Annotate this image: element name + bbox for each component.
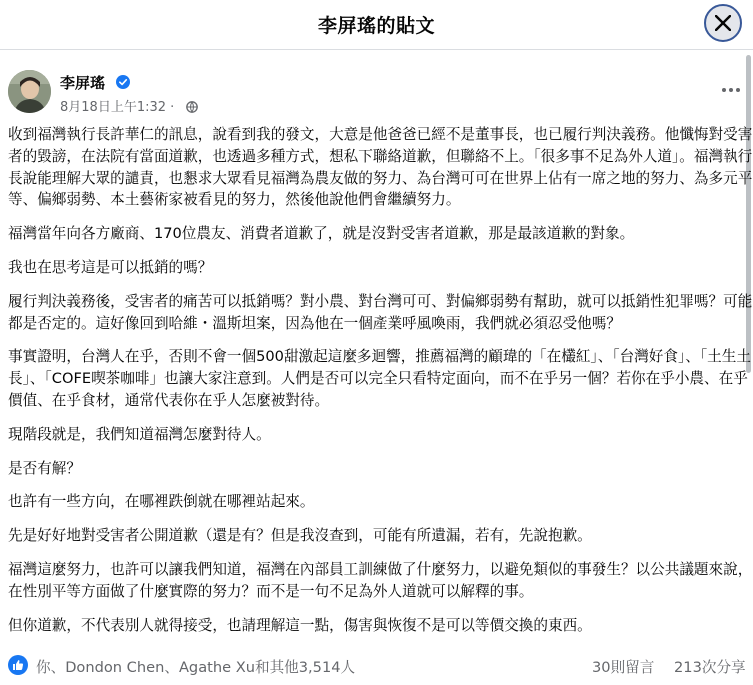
post-paragraph: 收到福灣執行長許華仁的訊息，說看到我的發文，大意是他爸爸已經不是董事長，也已履行判決義務。他懺悔對受害者的毀謗，在法院有當面道歉，也透過多種方式，想私下聯絡道歉，但聯絡不上。「很多事不足為外人道」。福灣執行長說能理解大眾的譴責，也懇求大眾看見福灣為農友做的努力、為台灣可可在世界上佔有一席之地的努力、為多元平等、偏鄉弱勢、本土藝術家被看見的努力，然後他說他們會繼續努力。 [8, 126, 753, 209]
shares-count[interactable]: 213次分享 [674, 659, 746, 676]
like-icon [8, 655, 28, 675]
more-options-icon [718, 85, 744, 104]
post-paragraph: 福灣當年向各方廠商、170位農友、消費者道歉了，就是沒對受害者道歉，那是最該道歉的對象。 [8, 225, 635, 243]
post-paragraph: 是否有解？ [8, 459, 81, 477]
close-button[interactable] [704, 4, 742, 42]
avatar[interactable] [8, 70, 51, 113]
globe-icon [186, 98, 198, 117]
post-meta [60, 96, 174, 115]
more-options-button[interactable] [718, 80, 744, 100]
verified-badge-icon [116, 74, 130, 93]
post-paragraph: 我也在思考這是可以抵銷的嗎？ [8, 258, 213, 276]
post-paragraph: 現階段就是，我們知道福灣怎麼對待人。 [8, 425, 271, 443]
meta-separator: · [170, 100, 175, 115]
post-paragraph: 先是好好地對受害者公開道歉（還是有？但是我沒查到，可能有所遺漏，若有，先說抱歉。 [8, 527, 592, 545]
post-paragraph: 履行判決義務後，受害者的痛苦可以抵銷嗎？對小農、對台灣可可、對偏鄉弱勢有幫助，就可以抵銷性犯罪嗎？可能都是否定的。這好像回到哈維・溫斯坦案，因為他在一個產業呼風喚雨，我們就必須忍受他嗎？ [8, 292, 753, 332]
reactors-text[interactable]: 你、Dondon Chen、Agathe Xu和其他3,514人 [36, 659, 356, 676]
post-paragraph: 也許有一些方向，在哪裡跌倒就在哪裡站起來。 [8, 493, 315, 511]
post-author[interactable]: 李屏瑤 [60, 74, 106, 92]
comments-count[interactable]: 30則留言 [592, 659, 655, 676]
post-timestamp[interactable]: 8月18日上午1:32 [60, 100, 167, 115]
dialog-title: 李屏瑤的貼文 [317, 15, 435, 37]
post-paragraph: 但你道歉，不代表別人就得接受，也請理解這一點，傷害與恢復不是可以等價交換的東西。 [8, 616, 592, 634]
post-body [8, 124, 753, 648]
dialog-header [0, 0, 753, 50]
post-paragraph: 事實證明，台灣人在乎，否則不會一個500甜激起這麼多迴響，推薦福灣的顧瑋的「在欉紅」、「台灣好食」、「土生土長」、「COFE喫茶咖啡」也讓大家注意到。人們是否可以完全只看特定面向，而不在乎另一個？若你在乎小農、在乎價值、在乎食材，通常代表你在乎人怎麼被對待。 [8, 348, 751, 409]
post-paragraph: 福灣這麼努力，也許可以讓我們知道，福灣在內部員工訓練做了什麼努力，以避免類似的事發生？以公共議題來說，在性別平等方面做了什麼實際的努力？而不是一句不足為外人道就可以解釋的事。 [8, 560, 753, 600]
